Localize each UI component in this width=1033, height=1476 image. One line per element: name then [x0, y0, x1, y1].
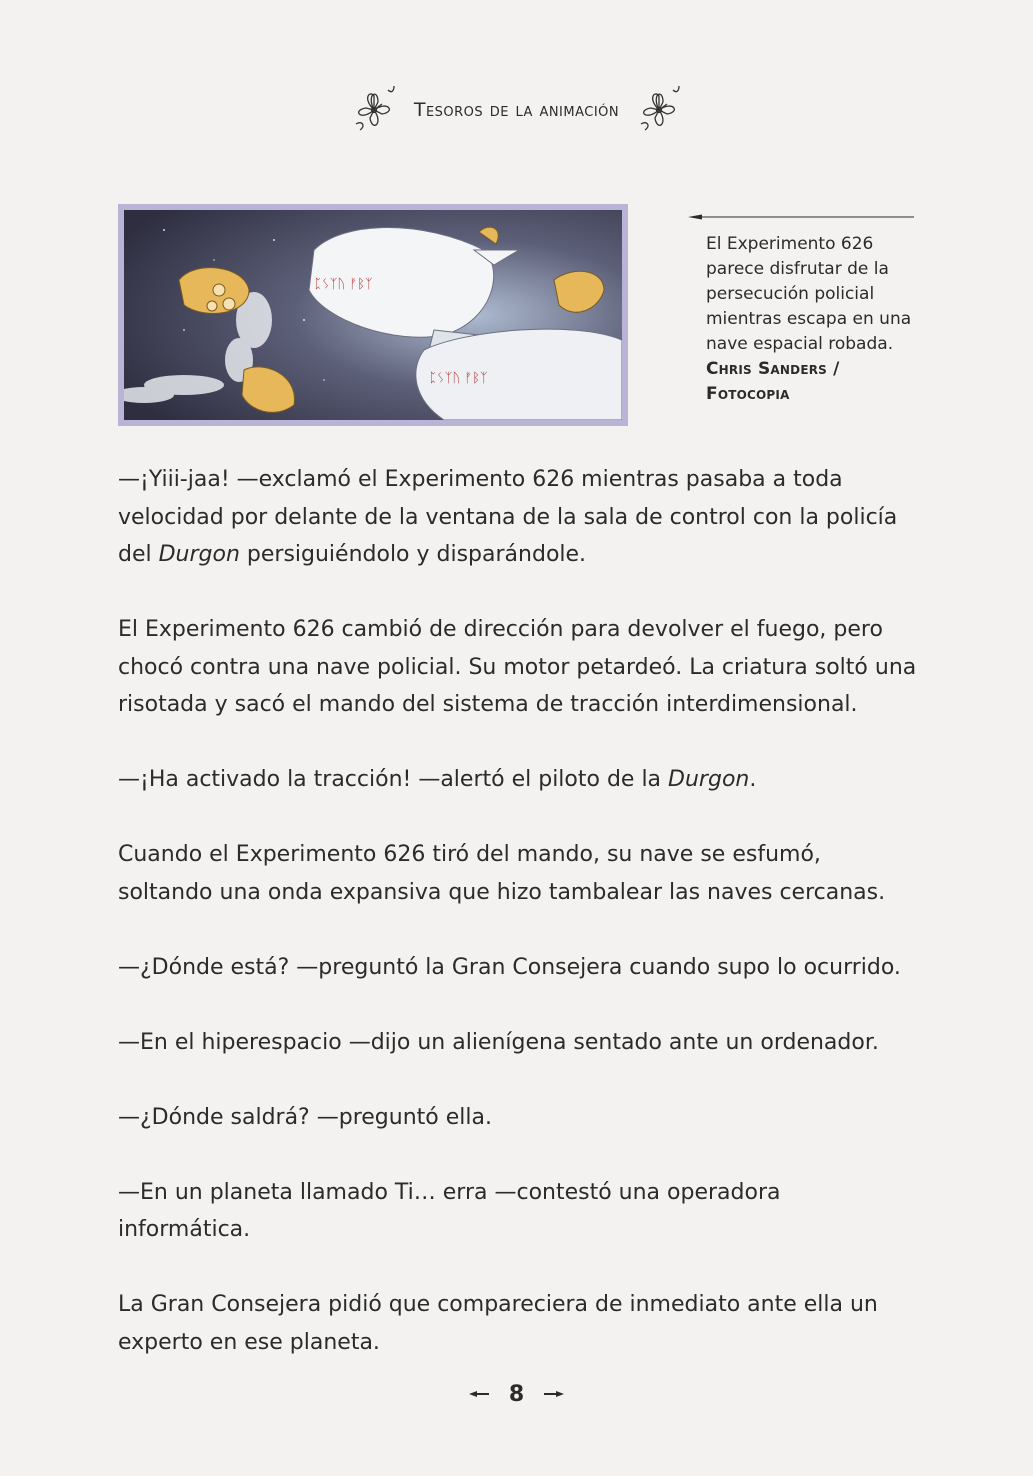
paragraph: La Gran Consejera pidió que compareciera de inmediato ante ella un experto en ese planeta.	[118, 1292, 878, 1355]
paragraph: Cuando el Experimento 626 tiró del mando, su nave se esfumó, soltando una onda expansiva que hizo tambalear las naves cercanas.	[118, 842, 886, 905]
caption-text: El Experimento 626 parece disfrutar de la persecución policial mientras escapa en una nave espacial robada.	[706, 234, 912, 354]
caption-credit: Chris Sanders / Fotocopia	[706, 359, 840, 404]
story-text	[118, 461, 918, 1399]
hibiscus-flower-icon	[633, 84, 685, 136]
paragraph: —¡Yiii-jaa! —exclamó el Experimento 626 mientras pasaba a toda velocidad por delante de la ventana de la sala de control con la policía del Durgon persiguiéndolo y disparándole.	[118, 467, 898, 567]
paragraph: —¡Ha activado la tracción! —alertó el piloto de la Durgon.	[118, 767, 757, 792]
spaceship-chase-illustration	[118, 204, 628, 426]
arrow-right-icon	[544, 1390, 564, 1398]
image-caption	[706, 232, 916, 407]
caption-divider	[688, 214, 914, 220]
running-header	[0, 82, 1033, 138]
hibiscus-flower-icon	[348, 84, 400, 136]
paragraph: —¿Dónde saldrá? —preguntó ella.	[118, 1104, 492, 1130]
ship-lettering: ᛈᛊᛉᚢ ᚠᛒᛉ	[314, 277, 373, 292]
header-title: Tesoros de la animación	[413, 99, 620, 121]
paragraph: —En el hiperespacio —dijo un alienígena sentado ante un ordenador.	[118, 1029, 879, 1055]
paragraph: —¿Dónde está? —preguntó la Gran Consejera cuando supo lo ocurrido.	[118, 954, 901, 980]
page-number: 8	[508, 1381, 525, 1407]
page-footer	[0, 1376, 1033, 1412]
arrow-left-icon	[469, 1390, 489, 1398]
illustration-artwork	[124, 210, 622, 420]
paragraph: —En un planeta llamado Ti… erra —contestó una operadora informática.	[118, 1179, 781, 1242]
paragraph: El Experimento 626 cambió de dirección para devolver el fuego, pero chocó contra una nave policial. Su motor petardeó. La criatura soltó una risotada y sacó el mando del sistema de tracción interdimensional.	[118, 617, 917, 717]
ship-lettering-2: ᛈᛊᛉᚢ ᚠᛒᛉ	[429, 371, 488, 386]
